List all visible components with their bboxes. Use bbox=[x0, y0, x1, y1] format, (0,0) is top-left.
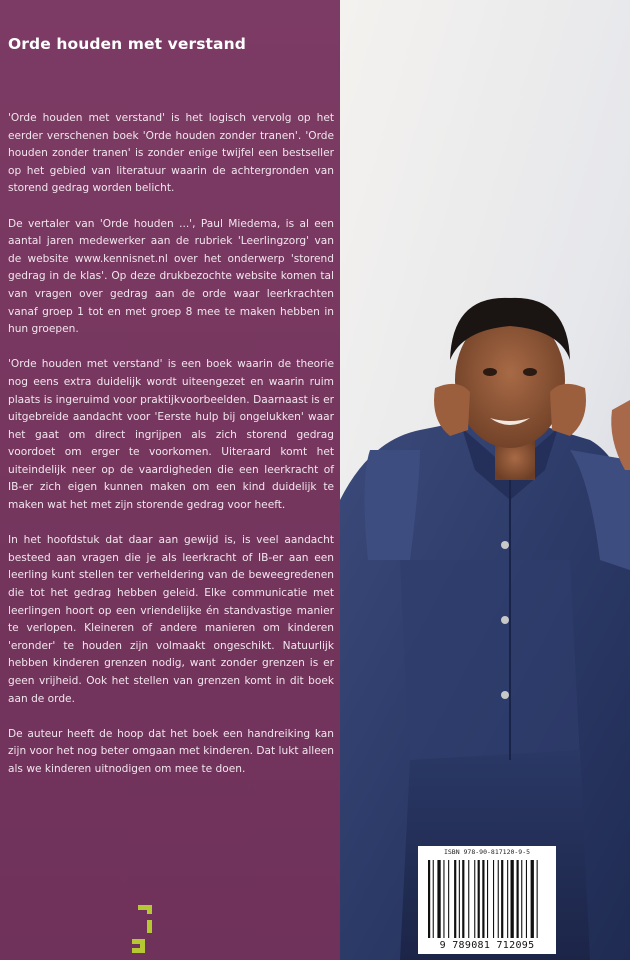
barcode-label bbox=[418, 846, 556, 954]
barcode-digits: 9 789081 712095 bbox=[439, 940, 535, 951]
cover-photo bbox=[340, 0, 630, 960]
blurb-paragraph-3: 'Orde houden met verstand' is een boek waarin de theorie nog eens extra duidelijk wordt uiteengezet en waarin ruim plaats is ingeruimd voor praktijkvoorbeelden. Daarnaast is er uitgebreide aandacht voor 'Eerste hulp bij ongelukken' waar het gaat om direct ingrijpen als zich storend gedrag voordoet om erger te voorkomen. Uiteraard komt het uiteindelijk neer op de vaardigheden die een leerkracht of IB-er zich eigen kunnen maken om een kind duidelijk te maken wat het met zijn storende gedrag voor heeft. bbox=[8, 358, 334, 512]
blurb-paragraph-4: In het hoofdstuk dat daar aan gewijd is, is veel aandacht besteed aan vragen die je als leerkracht of IB-er aan een leerling kunt stellen ter verheldering van de beweegredenen die tot het gedrag hebben geleid. Elke communicatie met leerlingen hoort op een vriendelijke én standvastige manier te verlopen. Kleineren of andere manieren om kinderen 'eronder' te houden zijn volmaakt ongeschikt. Natuurlijk hebben kinderen grenzen nodig, want zonder grenzen is er geen vrijheid. Ook het stellen van grenzen komt in dit boek aan de orde. bbox=[8, 534, 334, 705]
blurb-text bbox=[8, 110, 334, 796]
isbn-text: ISBN 978-90-817120-9-5 bbox=[443, 848, 531, 856]
book-title: Orde houden met verstand bbox=[8, 35, 246, 53]
publisher-logo-icon bbox=[128, 903, 162, 955]
blurb-paragraph-5: De auteur heeft de hoop dat het boek een handreiking kan zijn voor het nog beter omgaan met kinderen. Dat lukt alleen als we kinderen uitnodigen om mee te doen. bbox=[8, 727, 334, 775]
barcode-icon bbox=[424, 860, 550, 940]
blurb-paragraph-2: De vertaler van 'Orde houden ...', Paul Miedema, is al een aantal jaren medewerker aan de rubriek 'Leerlingzorg' van de website www.kennisnet.nl over het onderwerp 'storend gedrag in de klas'. Op deze drukbezochte website komen tal van vragen over gedrag aan de orde waar leerkrachten vanaf groep 1 tot en met groep 8 mee te maken hebben in hun groepen. bbox=[8, 217, 334, 336]
blurb-paragraph-1: 'Orde houden met verstand' is het logisch vervolg op het eerder verschenen boek 'Orde houden zonder tranen'. 'Orde houden zonder tranen' is zonder enige twijfel een bestseller op het gebied van literatuur waarin de achtergronden van storend gedrag worden belicht. bbox=[8, 112, 334, 195]
